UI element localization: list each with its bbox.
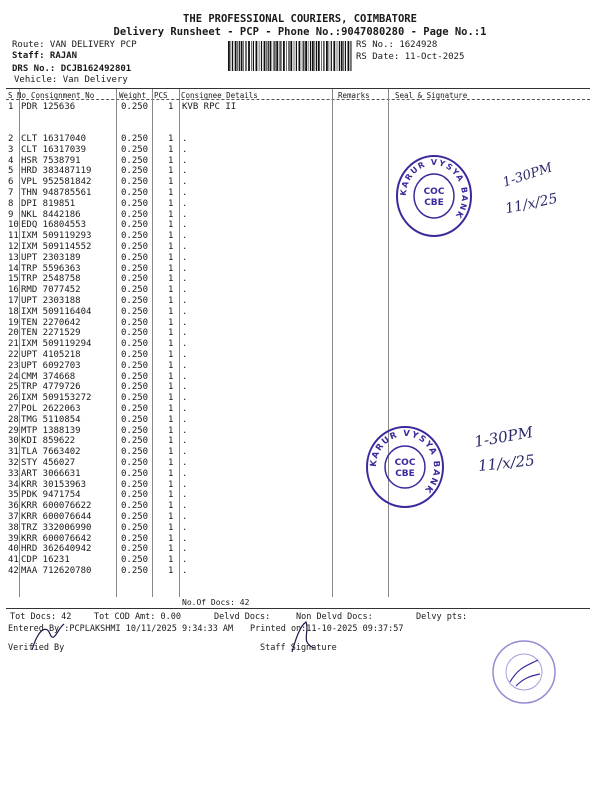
row-pcs: 1: [168, 177, 174, 188]
row-consignee-details: .: [182, 134, 188, 144]
row-consignment-no: KRR 600076622: [21, 501, 92, 512]
row-consignee-details: .: [182, 166, 188, 177]
row-consignee-details: .: [182, 231, 188, 242]
row-consignee-details: .: [182, 274, 188, 285]
row-consignment-no: TRP 2548758: [21, 274, 81, 285]
row-consignee-details: .: [182, 296, 188, 306]
row-consignment-no: ART 3066631: [21, 468, 81, 479]
signature-time-1: 1-30PM: [500, 160, 555, 191]
col-seal-signature: Seal & Signature: [395, 91, 468, 100]
signature-date-2: 11/x/25: [477, 451, 536, 475]
row-pcs: 1: [168, 533, 174, 544]
table-row: [0, 361, 600, 372]
row-consignee-details: KVB RPC II: [182, 102, 237, 112]
row-consignee-details: .: [182, 414, 188, 425]
stamp-branch: COC: [394, 458, 416, 468]
faint-stamp: [490, 638, 558, 706]
table-row: [0, 328, 600, 339]
signature-time-2: 1-30PM: [472, 423, 535, 451]
row-weight: 0.250: [121, 231, 149, 242]
row-weight: 0.250: [121, 404, 149, 414]
row-sno: 27: [8, 404, 19, 414]
row-weight: 0.250: [121, 458, 149, 468]
row-weight: 0.250: [121, 317, 149, 328]
table-row: [0, 156, 600, 167]
row-consignee-details: .: [182, 404, 188, 414]
row-consignment-no: POL 2622063: [21, 404, 81, 414]
row-pcs: 1: [168, 296, 174, 306]
row-weight: 0.250: [121, 296, 149, 306]
verifier-scribble: [28, 620, 68, 656]
row-pcs: 1: [168, 188, 174, 198]
row-weight: 0.250: [121, 447, 149, 458]
row-pcs: 1: [168, 371, 174, 382]
row-consignment-no: KRR 600076642: [21, 533, 92, 544]
total-cod-amount: Tot COD Amt: 0.00: [94, 612, 181, 622]
row-sno: 25: [8, 382, 19, 393]
row-pcs: 1: [168, 198, 174, 209]
row-consignee-details: .: [182, 447, 188, 458]
row-weight: 0.250: [121, 274, 149, 285]
row-sno: 20: [8, 328, 19, 339]
row-consignment-no: TEN 2270642: [21, 317, 81, 328]
row-sno: 39: [8, 533, 19, 544]
row-weight: 0.250: [121, 382, 149, 393]
row-consignment-no: CDP 16231: [21, 555, 70, 566]
row-weight: 0.250: [121, 252, 149, 263]
row-consignment-no: IXM 509114552: [21, 242, 92, 252]
row-consignment-no: MAA 712620780: [21, 566, 92, 576]
row-pcs: 1: [168, 512, 174, 522]
row-pcs: 1: [168, 436, 174, 447]
row-pcs: 1: [168, 328, 174, 339]
row-sno: 7: [8, 188, 14, 198]
row-consignee-details: .: [182, 436, 188, 447]
row-pcs: 1: [168, 155, 174, 166]
col-sno: S No: [8, 91, 27, 100]
bank-stamp-1: [394, 153, 474, 239]
table-top-rule: [6, 88, 590, 89]
row-weight: 0.250: [121, 188, 149, 198]
row-sno: 29: [8, 425, 19, 436]
row-sno: 34: [8, 479, 19, 490]
row-consignment-no: HRD 362640942: [21, 544, 92, 555]
row-weight: 0.250: [121, 263, 149, 274]
col-remarks: Remarks: [338, 91, 370, 100]
no-of-docs: No.Of Docs: 42: [182, 598, 250, 607]
row-consignee-details: .: [182, 468, 188, 479]
table-row: [0, 480, 600, 491]
row-pcs: 1: [168, 393, 174, 404]
row-pcs: 1: [168, 360, 174, 371]
table-row: [0, 274, 600, 285]
row-consignee-details: .: [182, 242, 188, 252]
row-sno: 24: [8, 371, 19, 382]
row-consignee-details: .: [182, 285, 188, 296]
row-pcs: 1: [168, 209, 174, 220]
row-pcs: 1: [168, 166, 174, 177]
row-sno: 9: [8, 209, 14, 220]
col-details: Consignee Details: [181, 91, 258, 100]
row-consignment-no: PDR 125636: [21, 102, 76, 112]
table-row: [0, 501, 600, 512]
row-pcs: 1: [168, 447, 174, 458]
non-delivered-docs: Non Delvd Docs:: [296, 612, 373, 622]
table-bottom-rule: [6, 608, 590, 609]
row-consignee-details: .: [182, 317, 188, 328]
row-pcs: 1: [168, 382, 174, 393]
row-consignment-no: TRZ 332006990: [21, 522, 92, 533]
stamp-bank-text: KARUR VYSYA BANK: [398, 157, 470, 221]
row-weight: 0.250: [121, 522, 149, 533]
row-consignee-details: .: [182, 479, 188, 490]
row-sno: 12: [8, 242, 19, 252]
row-consignment-no: CMM 374668: [21, 371, 76, 382]
stamp-city: CBE: [395, 469, 415, 479]
row-consignment-no: STY 456027: [21, 458, 76, 468]
row-weight: 0.250: [121, 360, 149, 371]
row-sno: 33: [8, 468, 19, 479]
drs-number: DRS No.: DCJB162492801: [12, 64, 132, 74]
row-pcs: 1: [168, 350, 174, 360]
row-consignment-no: UPT 6092703: [21, 360, 81, 371]
row-pcs: 1: [168, 555, 174, 566]
row-weight: 0.250: [121, 134, 149, 144]
row-sno: 26: [8, 393, 19, 404]
row-sno: 2: [8, 134, 14, 144]
row-sno: 17: [8, 296, 19, 306]
rs-date: RS Date: 11-Oct-2025: [356, 52, 465, 62]
row-consignment-no: CLT 16317040: [21, 134, 87, 144]
row-pcs: 1: [168, 242, 174, 252]
row-consignee-details: .: [182, 188, 188, 198]
table-row: [0, 350, 600, 361]
row-sno: 15: [8, 274, 19, 285]
row-pcs: 1: [168, 102, 174, 112]
row-sno: 23: [8, 360, 19, 371]
table-row: [0, 134, 600, 145]
printed-on: Printed on:11-10-2025 09:37:57: [250, 624, 404, 634]
row-pcs: 1: [168, 231, 174, 242]
row-sno: 37: [8, 512, 19, 522]
table-row: [0, 393, 600, 404]
row-consignee-details: .: [182, 533, 188, 544]
row-consignee-details: .: [182, 458, 188, 468]
row-sno: 6: [8, 177, 14, 188]
row-consignment-no: THN 948785561: [21, 188, 92, 198]
row-sno: 1: [8, 102, 14, 112]
table-row: [0, 490, 600, 501]
col-weight: Weight: [119, 91, 147, 100]
route-label: Route: VAN DELIVERY PCP: [12, 40, 137, 50]
delivered-docs: Delvd Docs:: [214, 612, 271, 622]
row-sno: 21: [8, 339, 19, 350]
row-sno: 5: [8, 166, 14, 177]
row-consignment-no: IXM 509119293: [21, 231, 92, 242]
row-consignee-details: .: [182, 306, 188, 317]
row-consignee-details: .: [182, 501, 188, 512]
row-sno: 28: [8, 414, 19, 425]
row-consignee-details: .: [182, 360, 188, 371]
table-row: [0, 318, 600, 329]
row-sno: 30: [8, 436, 19, 447]
row-consignee-details: .: [182, 544, 188, 555]
signature-date-1: 11/x/25: [503, 190, 560, 218]
row-consignment-no: TMG 5110854: [21, 414, 81, 425]
row-consignment-no: KRR 30153963: [21, 479, 87, 490]
row-weight: 0.250: [121, 479, 149, 490]
row-sno: 19: [8, 317, 19, 328]
row-pcs: 1: [168, 404, 174, 414]
row-pcs: 1: [168, 544, 174, 555]
table-row: [0, 372, 600, 383]
row-weight: 0.250: [121, 242, 149, 252]
row-consignment-no: KDI 859622: [21, 436, 76, 447]
row-consignee-details: .: [182, 350, 188, 360]
stamp-city: CBE: [424, 198, 444, 208]
table-row: [0, 188, 600, 199]
row-consignee-details: .: [182, 209, 188, 220]
table-row: [0, 534, 600, 545]
row-sno: 14: [8, 263, 19, 274]
row-pcs: 1: [168, 317, 174, 328]
row-consignment-no: UPT 2303189: [21, 252, 81, 263]
row-consignment-no: HRD 383487119: [21, 166, 92, 177]
stamp-bank-text: KARUR VYSYA BANK: [368, 428, 442, 496]
row-consignment-no: DPI 819851: [21, 198, 76, 209]
table-row: [0, 285, 600, 296]
row-consignment-no: HSR 7538791: [21, 155, 81, 166]
row-consignment-no: IXM 509116404: [21, 306, 92, 317]
table-row: [0, 415, 600, 426]
row-weight: 0.250: [121, 490, 149, 501]
row-weight: 0.250: [121, 414, 149, 425]
row-weight: 0.250: [121, 102, 149, 112]
row-pcs: 1: [168, 458, 174, 468]
row-weight: 0.250: [121, 209, 149, 220]
row-sno: 10: [8, 220, 19, 231]
barcode-image: [228, 41, 352, 71]
table-row: [0, 339, 600, 350]
row-consignee-details: .: [182, 198, 188, 209]
row-weight: 0.250: [121, 198, 149, 209]
row-sno: 22: [8, 350, 19, 360]
row-pcs: 1: [168, 220, 174, 231]
row-weight: 0.250: [121, 468, 149, 479]
row-consignee-details: .: [182, 566, 188, 576]
staff-signature: Staff Signature: [260, 643, 337, 653]
row-weight: 0.250: [121, 425, 149, 436]
row-consignment-no: TEN 2271529: [21, 328, 81, 339]
row-consignee-details: .: [182, 555, 188, 566]
row-weight: 0.250: [121, 393, 149, 404]
row-pcs: 1: [168, 134, 174, 144]
table-row: [0, 231, 600, 242]
rs-number: RS No.: 1624928: [356, 40, 438, 50]
table-row: [0, 512, 600, 523]
row-pcs: 1: [168, 479, 174, 490]
row-sno: 36: [8, 501, 19, 512]
row-sno: 32: [8, 458, 19, 468]
row-consignment-no: EDQ 16804553: [21, 220, 87, 231]
table-row: [0, 220, 600, 231]
row-pcs: 1: [168, 339, 174, 350]
row-pcs: 1: [168, 414, 174, 425]
row-weight: 0.250: [121, 350, 149, 360]
table-row: [0, 404, 600, 415]
row-sno: 3: [8, 144, 14, 155]
row-sno: 41: [8, 555, 19, 566]
row-consignment-no: TRP 5596363: [21, 263, 81, 274]
table-row: [0, 264, 600, 275]
row-sno: 35: [8, 490, 19, 501]
row-consignee-details: .: [182, 393, 188, 404]
row-consignee-details: .: [182, 144, 188, 155]
table-row: [0, 555, 600, 566]
row-weight: 0.250: [121, 339, 149, 350]
row-weight: 0.250: [121, 155, 149, 166]
row-pcs: 1: [168, 501, 174, 512]
row-consignment-no: RMD 7077452: [21, 285, 81, 296]
row-weight: 0.250: [121, 220, 149, 231]
row-weight: 0.250: [121, 544, 149, 555]
table-header-rule: [6, 99, 590, 100]
row-consignment-no: TLA 7663402: [21, 447, 81, 458]
row-pcs: 1: [168, 252, 174, 263]
row-consignee-details: .: [182, 177, 188, 188]
row-consignment-no: IXM 509153272: [21, 393, 92, 404]
row-consignee-details: .: [182, 155, 188, 166]
row-consignment-no: NKL 8442186: [21, 209, 81, 220]
row-consignment-no: UPT 2303188: [21, 296, 81, 306]
row-weight: 0.250: [121, 436, 149, 447]
row-sno: 4: [8, 155, 14, 166]
stamp-branch: COC: [423, 187, 445, 197]
row-consignee-details: .: [182, 425, 188, 436]
row-consignment-no: PDK 9471754: [21, 490, 81, 501]
row-weight: 0.250: [121, 144, 149, 155]
row-weight: 0.250: [121, 555, 149, 566]
row-consignment-no: CLT 16317039: [21, 144, 87, 155]
row-sno: 18: [8, 306, 19, 317]
row-consignee-details: .: [182, 490, 188, 501]
table-row: [0, 296, 600, 307]
table-row: [0, 242, 600, 253]
verified-by: Verified By: [8, 643, 65, 653]
row-pcs: 1: [168, 263, 174, 274]
row-weight: 0.250: [121, 285, 149, 296]
row-pcs: 1: [168, 144, 174, 155]
row-sno: 42: [8, 566, 19, 576]
row-weight: 0.250: [121, 177, 149, 188]
row-consignee-details: .: [182, 382, 188, 393]
table-row: [0, 544, 600, 555]
table-row: [0, 382, 600, 393]
row-weight: 0.250: [121, 533, 149, 544]
table-row: [0, 145, 600, 156]
row-pcs: 1: [168, 306, 174, 317]
row-pcs: 1: [168, 285, 174, 296]
row-consignment-no: VPL 952581842: [21, 177, 92, 188]
row-consignee-details: .: [182, 512, 188, 522]
row-consignee-details: .: [182, 371, 188, 382]
row-sno: 8: [8, 198, 14, 209]
row-sno: 11: [8, 231, 19, 242]
company-title: THE PROFESSIONAL COURIERS, COIMBATORE: [183, 13, 417, 25]
row-weight: 0.250: [121, 512, 149, 522]
row-consignment-no: TRP 4779726: [21, 382, 81, 393]
bank-stamp-2: [364, 424, 446, 510]
row-pcs: 1: [168, 490, 174, 501]
row-weight: 0.250: [121, 166, 149, 177]
row-consignee-details: .: [182, 252, 188, 263]
col-pcs: PCS: [154, 91, 168, 100]
row-sno: 31: [8, 447, 19, 458]
table-row: [0, 253, 600, 264]
row-consignee-details: .: [182, 339, 188, 350]
row-pcs: 1: [168, 425, 174, 436]
row-weight: 0.250: [121, 328, 149, 339]
vehicle-label: Vehicle: Van Delivery: [14, 75, 128, 85]
row-consignee-details: .: [182, 263, 188, 274]
row-pcs: 1: [168, 566, 174, 576]
row-consignment-no: KRR 600076644: [21, 512, 92, 522]
row-sno: 13: [8, 252, 19, 263]
row-consignee-details: .: [182, 522, 188, 533]
row-consignment-no: MTP 1388139: [21, 425, 81, 436]
row-weight: 0.250: [121, 501, 149, 512]
staff-label: Staff: RAJAN: [12, 51, 78, 61]
table-row: [0, 566, 600, 577]
col-consignment: Consignment No: [31, 91, 95, 100]
table-row: [0, 307, 600, 318]
row-weight: 0.250: [121, 566, 149, 576]
row-pcs: 1: [168, 468, 174, 479]
staff-scribble: [286, 618, 320, 656]
row-pcs: 1: [168, 274, 174, 285]
entered-by: Entered By :PCPLAKSHMI 10/11/2025 9:34:33 AM: [8, 624, 234, 634]
row-consignee-details: .: [182, 328, 188, 339]
row-weight: 0.250: [121, 306, 149, 317]
total-docs: Tot Docs: 42: [10, 612, 72, 622]
row-pcs: 1: [168, 522, 174, 533]
row-weight: 0.250: [121, 371, 149, 382]
row-consignment-no: UPT 4105218: [21, 350, 81, 360]
runsheet-subtitle: Delivery Runsheet - PCP - Phone No.:9047080280 - Page No.:1: [113, 26, 487, 38]
row-sno: 38: [8, 522, 19, 533]
delivery-points: Delvy pts:: [416, 612, 468, 622]
row-consignee-details: .: [182, 220, 188, 231]
row-sno: 40: [8, 544, 19, 555]
table-row: [0, 523, 600, 534]
row-consignment-no: IXM 509119294: [21, 339, 92, 350]
table-row: [0, 102, 600, 113]
row-sno: 16: [8, 285, 19, 296]
